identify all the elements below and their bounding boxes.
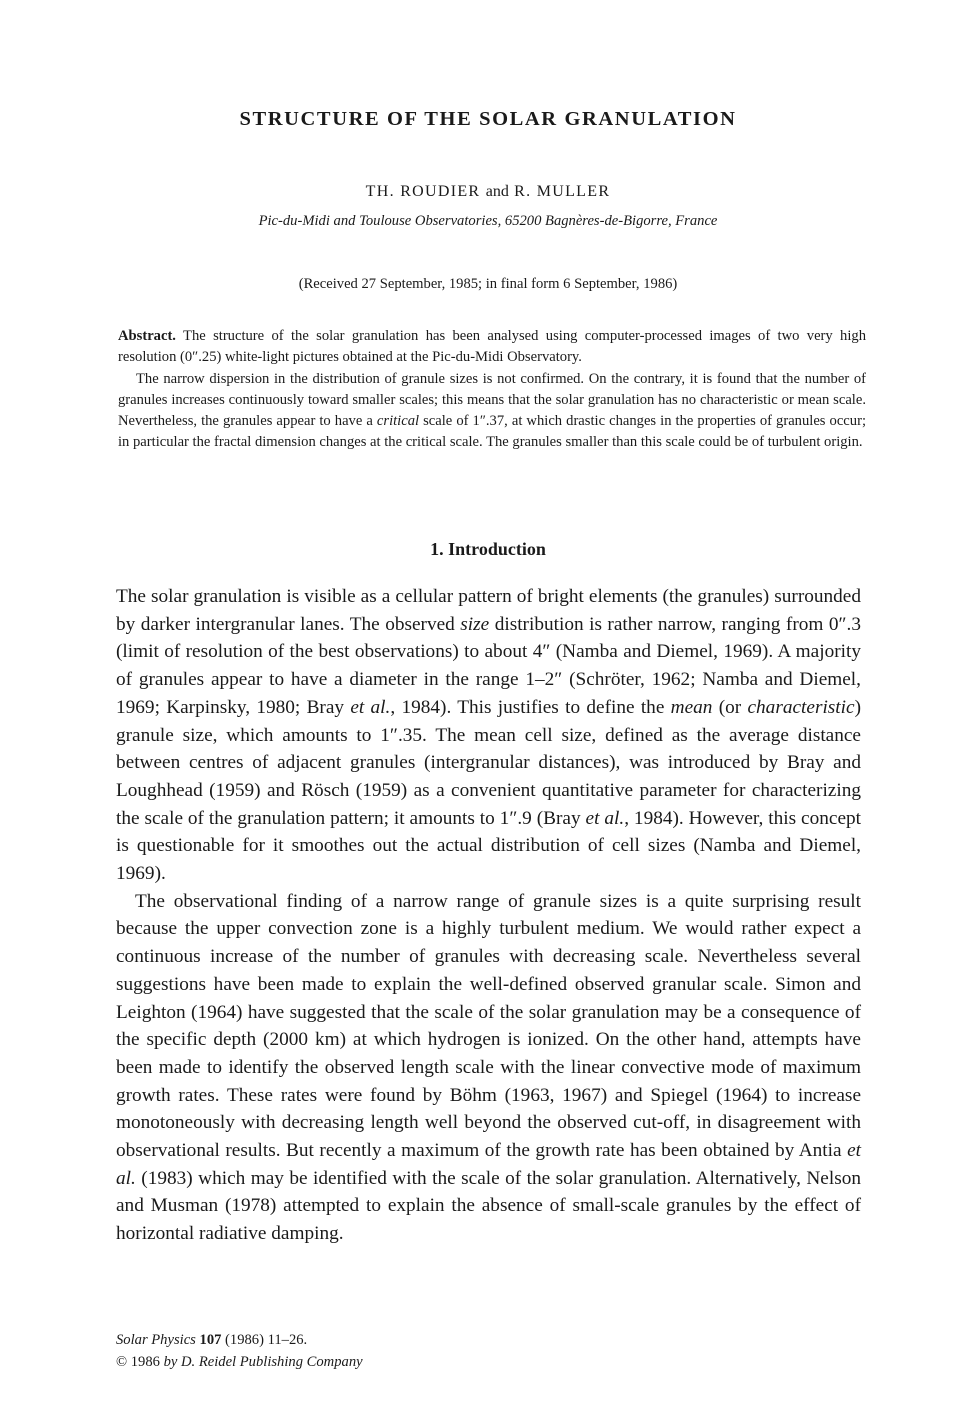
journal-name: Solar Physics: [116, 1332, 196, 1348]
paper-title: STRUCTURE OF THE SOLAR GRANULATION: [239, 108, 737, 130]
journal-citation: [116, 1329, 363, 1351]
author-name: R. MULLER: [514, 183, 611, 200]
body-text-run: (1983) which may be identified with the scale of the solar granulation. Alternatively, Nelson and Musman (1978) attempted to explain the absence of small-scale granules by the effect of horizontal radiative damping.: [116, 1167, 861, 1245]
body-paragraph: [116, 888, 861, 1248]
abstract-label: Abstract.: [118, 328, 176, 344]
journal-volume: 107: [199, 1332, 222, 1348]
body-text-run: , 1984). This justifies to define the: [390, 696, 671, 718]
abstract: [118, 326, 866, 454]
author-name: TH. ROUDIER: [365, 183, 481, 200]
author-line: [0, 183, 976, 201]
body-text-run: ) granule size, which amounts to 1″.35. The mean cell size, defined as the average distance between centres of adjacent granules (intergranular distances), was introduced by Bray and Loughhead (1959) and Rösch (1959) as a convenient quantitative parameter for characterizing the scale of the granulation pattern; it amounts to 1″.9 (Bray: [116, 696, 861, 829]
abstract-paragraph: [118, 369, 866, 454]
body-text-run: , 1984). However, this concept is questionable for it smoothes out the actual distribution of cell sizes (Namba and Diemel, 1969).: [116, 807, 862, 885]
body-text-run: (or: [712, 696, 748, 718]
received-dates: (Received 27 September, 1985; in final form 6 September, 1986): [298, 276, 678, 292]
body-emphasis: mean: [670, 696, 713, 718]
body-text-run: distribution is rather narrow, ranging from 0″.3 (limit of resolution of the best observations) to about 4″ (Namba and Diemel, 1969). A majority of granules appear to have a diameter in the range 1–2″ (Schröter, 1962; Namba and Diemel, 1969; Karpinsky, 1980; Bray: [116, 613, 861, 718]
section-heading: 1. Introduction: [430, 539, 546, 559]
author-separator: and: [485, 183, 509, 200]
abstract-text: The structure of the solar granulation has been analysed using computer-processed images of two very high resolution (0″.25) white-light pictures obtained at the Pic-du-Midi Observatory.: [118, 328, 866, 366]
affiliation: Pic-du-Midi and Toulouse Observatories, 65200 Bagnères-de-Bigorre, France: [258, 213, 718, 229]
abstract-text: scale of 1″.37, at which drastic changes in the properties of granules occur; in particular the fractal dimension changes at the critical scale. The granules smaller than this scale could be of turbulent origin.: [118, 413, 866, 451]
publisher-name: by D. Reidel Publishing Company: [163, 1354, 363, 1370]
copyright-line: [116, 1351, 363, 1373]
abstract-emphasis: critical: [376, 413, 420, 430]
body-emphasis: et al.: [585, 807, 625, 829]
body-text: [116, 583, 861, 1248]
body-emphasis: et al.: [116, 1140, 861, 1189]
body-emphasis: characteristic: [747, 696, 855, 718]
body-paragraph: [116, 583, 861, 888]
abstract-text: The narrow dispersion in the distribution of granule sizes is not confirmed. On the contrary, it is found that the number of granules increases continuously toward smaller scales; this means that the solar granulation has no characteristic or mean scale. Nevertheless, the granules appear to have a: [118, 370, 866, 430]
body-text-run: The solar granulation is visible as a cellular pattern of bright elements (the granules) surrounded by darker intergranular lanes. The observed: [116, 586, 861, 635]
body-emphasis: et al.: [350, 696, 391, 718]
body-text-run: The observational finding of a narrow range of granule sizes is a quite surprising result because the upper convection zone is a highly turbulent medium. We would rather expect a continuous increase of the number of granules with decreasing scale. Nevertheless several suggestions have been made to explain the well-defined observed granular scale. Simon and Leighton (1964) have suggested that the scale of the solar granulation may be a consequence of the specific depth (2000 km) at which hydrogen is ionized. On the other hand, attempts have been made to identify the observed length scale with the linear convective mode of maximum growth rates. These rates were found by Böhm (1963, 1967) and Spiegel (1964) to increase monotoneously with decreasing length well beyond the observed cut-off, in disagreement with observational results. But recently a maximum of the growth rate has been obtained by Antia: [116, 890, 861, 1162]
page-footer: [116, 1329, 363, 1373]
copyright-symbol: © 1986: [116, 1354, 164, 1370]
body-emphasis: size: [460, 613, 490, 635]
abstract-paragraph: [118, 326, 866, 369]
journal-pages: (1986) 11–26.: [221, 1332, 308, 1348]
